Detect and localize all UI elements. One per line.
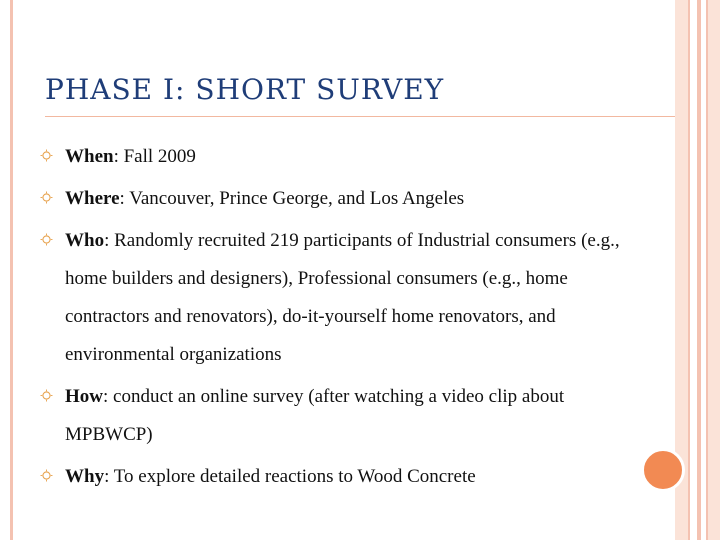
right-frame-inner-line	[697, 0, 701, 540]
sun-bullet-icon	[40, 149, 53, 162]
bullet-text: : Vancouver, Prince George, and Los Angeles	[119, 188, 465, 209]
bullet-text: : Fall 2009	[113, 146, 196, 167]
bullet-text: : conduct an online survey (after watching a video clip about MPBWCP)	[65, 386, 565, 445]
bullet-term: Why	[65, 466, 105, 487]
bullet-text: : To explore detailed reactions to Wood Concrete	[104, 466, 476, 487]
bullet-where	[38, 180, 638, 218]
bullet-list	[38, 138, 638, 496]
bullet-term: How	[65, 386, 103, 407]
bullet-term: Where	[65, 188, 120, 209]
sun-bullet-icon	[40, 469, 53, 482]
bullet-how	[38, 378, 638, 454]
bullet-who	[38, 222, 638, 374]
bullet-why	[38, 458, 638, 496]
bullet-when	[38, 138, 638, 176]
bullet-text: : Randomly recruited 219 participants of Industrial consumers (e.g., home builders and designers), Professional consumers (e.g., home contractors and renovators), do-it-yourself home renovators, and environmental organizations	[65, 230, 620, 365]
sun-bullet-icon	[40, 191, 53, 204]
bullet-term: Who	[65, 230, 105, 251]
sun-bullet-icon	[40, 389, 53, 402]
sun-bullet-icon	[40, 233, 53, 246]
title-underline	[45, 116, 675, 117]
slide-title: PHASE I: SHORT SURVEY	[45, 73, 445, 106]
left-frame-line	[10, 0, 13, 540]
bullet-term: When	[65, 146, 114, 167]
orange-circle-icon	[641, 448, 685, 492]
